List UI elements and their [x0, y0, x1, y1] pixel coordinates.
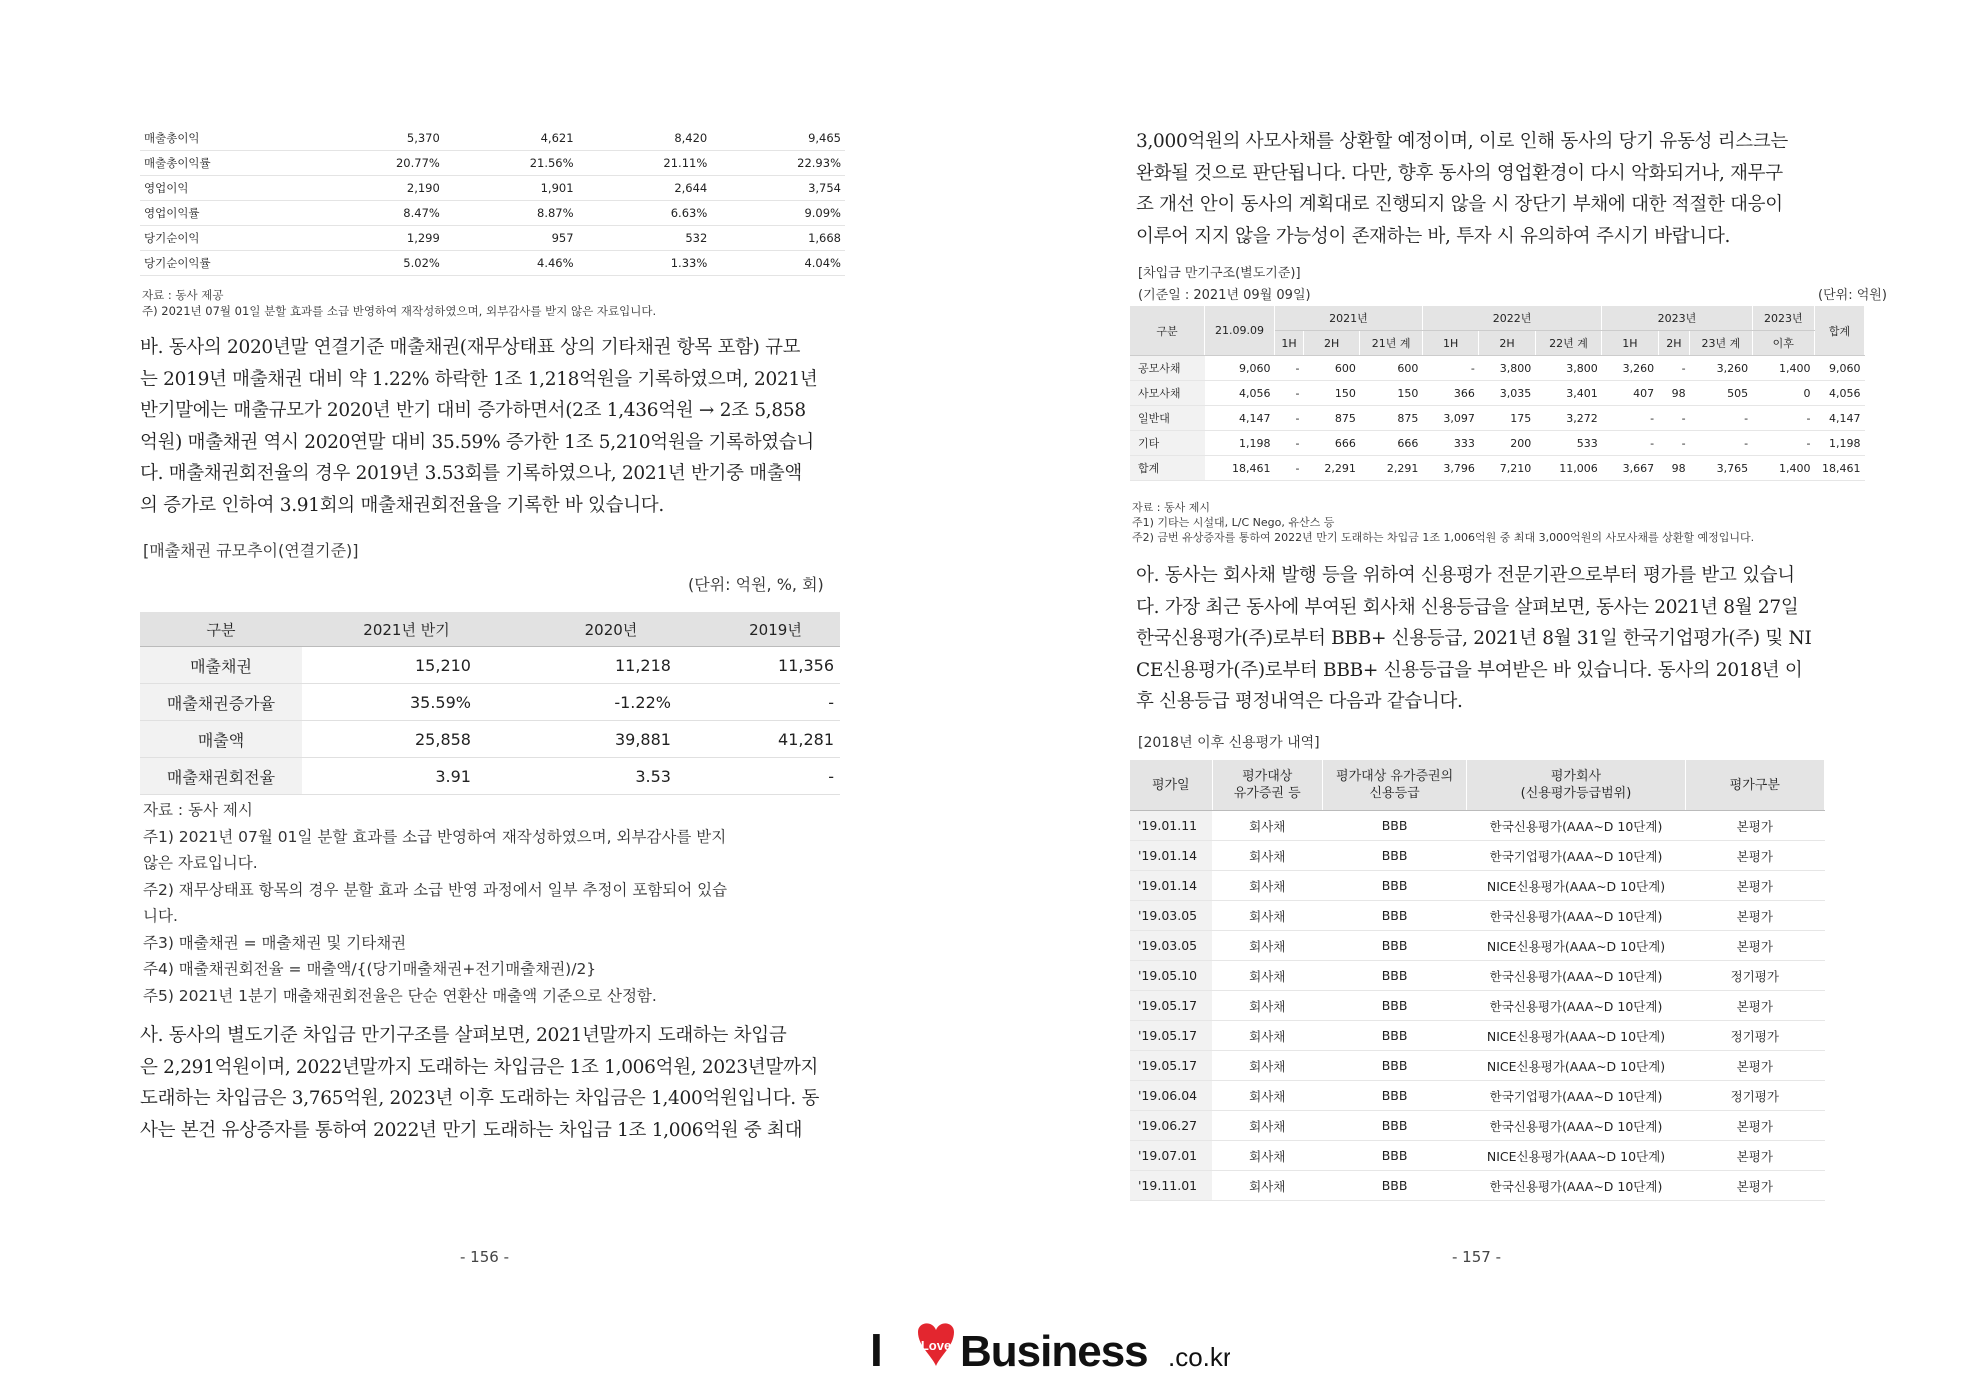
table-cell: 41,281	[711, 721, 840, 758]
table-cell: 9,465	[711, 126, 845, 151]
table-cell: 2,644	[578, 176, 712, 201]
table-cell: 한국신용평가(AAA~D 10단계)	[1467, 991, 1685, 1021]
table-row	[1130, 356, 1865, 381]
table-cell: 한국신용평가(AAA~D 10단계)	[1467, 961, 1685, 991]
table-cell: '19.07.01	[1130, 1141, 1212, 1171]
table-cell: 3.91	[302, 758, 511, 795]
table-row	[1130, 931, 1825, 961]
table-cell: 666	[1360, 431, 1423, 456]
table-cell: '19.05.17	[1130, 1021, 1212, 1051]
table-cell: 18,461	[1815, 456, 1865, 481]
column-header: 평가회사 (신용평가등급범위)	[1467, 760, 1685, 811]
table-row	[140, 201, 845, 226]
row-label: 영업이익률	[140, 201, 310, 226]
table-cell: '19.01.14	[1130, 871, 1212, 901]
table-cell: 3.53	[511, 758, 711, 795]
table-cell: 1,901	[444, 176, 578, 201]
table-row	[1130, 991, 1825, 1021]
table-row	[1130, 841, 1825, 871]
table-cell: BBB	[1322, 991, 1467, 1021]
table-cell: 875	[1360, 406, 1423, 431]
table-cell: 회사채	[1212, 1051, 1322, 1081]
table-cell: '19.03.05	[1130, 931, 1212, 961]
table-cell: 11,218	[511, 647, 711, 684]
table-cell: 한국기업평가(AAA~D 10단계)	[1467, 1081, 1685, 1111]
row-label: 매출채권회전율	[140, 758, 302, 795]
debt-unit: (단위: 억원)	[1818, 288, 1887, 303]
row-label: 사모사채	[1130, 381, 1205, 406]
table-cell: 회사채	[1212, 1081, 1322, 1111]
table-cell: 0	[1752, 381, 1814, 406]
table-cell: 3,097	[1422, 406, 1478, 431]
table-cell: 4,147	[1205, 406, 1275, 431]
table-cell: 666	[1303, 431, 1359, 456]
table-cell: 1.33%	[578, 251, 712, 276]
table-cell: BBB	[1322, 1081, 1467, 1111]
table-cell: BBB	[1322, 1111, 1467, 1141]
table-cell: -	[1275, 456, 1304, 481]
table-cell: 1,299	[310, 226, 444, 251]
table-cell: NICE신용평가(AAA~D 10단계)	[1467, 1141, 1685, 1171]
table-cell: 407	[1602, 381, 1658, 406]
table-cell: 정기평가	[1685, 1021, 1824, 1051]
credit-rating-table	[1130, 760, 1825, 1201]
income-table	[140, 126, 845, 276]
table-cell: -	[1658, 431, 1689, 456]
table-cell: BBB	[1322, 871, 1467, 901]
table-cell: 21.11%	[578, 151, 712, 176]
row-label: 당기순이익률	[140, 251, 310, 276]
table-cell: 1,198	[1815, 431, 1865, 456]
table-cell: 2,190	[310, 176, 444, 201]
table-cell: 25,858	[302, 721, 511, 758]
table-cell: BBB	[1322, 931, 1467, 961]
table-cell: -1.22%	[511, 684, 711, 721]
table-cell: '19.06.27	[1130, 1111, 1212, 1141]
recv-unit: (단위: 억원, %, 회)	[688, 575, 824, 594]
table-cell: 600	[1360, 356, 1423, 381]
column-header: 평가구분	[1685, 760, 1824, 811]
table-row	[140, 226, 845, 251]
recv-notes: 자료 : 동사 제시 주1) 2021년 07월 01일 분할 효과를 소급 반영하여 재작성하였으며, 외부감사를 받지 않은 자료입니다. 주2) 재무상태표 항목의 경우 분할 효과 소급 반영 과정에서 일부 추정이 포함되어 있습 니다. 주3) 매출채권 = 매출채권 및 기타채권 주4) 매출채권회전율 = 매출액/{(당기매출채권+전기매출채권)/2} 주5) 2021년 1분기 매출채권회전율은 단순 연환산 매출액 기준으로 산정함.	[143, 801, 728, 1005]
table-cell: 본평가	[1685, 1051, 1824, 1081]
table-cell: BBB	[1322, 1021, 1467, 1051]
table-cell: 본평가	[1685, 1171, 1824, 1201]
table-cell: 505	[1690, 381, 1753, 406]
table-cell: 3,800	[1535, 356, 1601, 381]
table-cell: 본평가	[1685, 991, 1824, 1021]
table-cell: 532	[578, 226, 712, 251]
table-cell: 366	[1422, 381, 1478, 406]
table-cell: 본평가	[1685, 1111, 1824, 1141]
table-cell: 2,291	[1360, 456, 1423, 481]
table-row	[140, 684, 840, 721]
table-row	[1130, 1171, 1825, 1201]
table-cell: 8.87%	[444, 201, 578, 226]
table-cell: 533	[1535, 431, 1601, 456]
table-cell: 3,035	[1479, 381, 1535, 406]
table-cell: 4.04%	[711, 251, 845, 276]
table-cell: '19.05.17	[1130, 991, 1212, 1021]
table-cell: 4,147	[1815, 406, 1865, 431]
table-cell: 15,210	[302, 647, 511, 684]
table-row	[1130, 961, 1825, 991]
table-cell: '19.01.14	[1130, 841, 1212, 871]
table-cell: 정기평가	[1685, 961, 1824, 991]
table-cell: 9,060	[1205, 356, 1275, 381]
row-label: 당기순이익	[140, 226, 310, 251]
table-cell: 875	[1303, 406, 1359, 431]
table-row	[140, 758, 840, 795]
table-cell: 정기평가	[1685, 1081, 1824, 1111]
rating-caption: [2018년 이후 신용평가 내역]	[1138, 735, 1320, 751]
table-cell: 2,291	[1303, 456, 1359, 481]
receivables-table: 구분 2021년 반기 2020년 2019년 매출채권 15,210 11,218 11,356 매출채권증가율 35.59% -1.22% - 매출액 25,858 39,881 41,281 매출채권회전율 3.91 3.53 -	[140, 612, 840, 795]
row-label: 기타	[1130, 431, 1205, 456]
table-cell: 9.09%	[711, 201, 845, 226]
table-cell: 35.59%	[302, 684, 511, 721]
table-cell: 3,401	[1535, 381, 1601, 406]
table-cell: -	[1275, 356, 1304, 381]
table-cell: 4,621	[444, 126, 578, 151]
table-cell: 본평가	[1685, 811, 1824, 841]
table-cell: -	[1690, 431, 1753, 456]
table-cell: 8.47%	[310, 201, 444, 226]
table-cell: 22.93%	[711, 151, 845, 176]
table-cell: 20.77%	[310, 151, 444, 176]
table-cell: 본평가	[1685, 871, 1824, 901]
table-cell: BBB	[1322, 961, 1467, 991]
table-cell: NICE신용평가(AAA~D 10단계)	[1467, 871, 1685, 901]
table-row	[1130, 1111, 1825, 1141]
table-cell: -	[1602, 406, 1658, 431]
table-row	[140, 721, 840, 758]
table-cell: 회사채	[1212, 811, 1322, 841]
table-cell: 11,006	[1535, 456, 1601, 481]
column-header: 평가대상 유가증권의 신용등급	[1322, 760, 1467, 811]
paragraph-sa: 사. 동사의 별도기준 차입금 만기구조를 살펴보면, 2021년말까지 도래하는 차입금 은 2,291억원이며, 2022년말까지 도래하는 차입금은 1조 1,006억원, 2023년말까지 도래하는 차입금은 3,765억원, 2023년 이후 도래하는 차입금은 1,400억원입니다. 동 사는 본건 유상증자를 통하여 2022년 만기 도래하는 차입금 1조 1,006억원 중 최대	[140, 1025, 820, 1141]
table-row	[140, 647, 840, 684]
table-cell: '19.11.01	[1130, 1171, 1212, 1201]
table-cell: '19.05.10	[1130, 961, 1212, 991]
table-cell: 200	[1479, 431, 1535, 456]
column-header: 평가대상 유가증권 등	[1212, 760, 1322, 811]
table-cell: 9,060	[1815, 356, 1865, 381]
table-cell: 본평가	[1685, 901, 1824, 931]
table-cell: -	[1658, 356, 1689, 381]
table-row	[1130, 431, 1865, 456]
table-cell: 3,667	[1602, 456, 1658, 481]
table-cell: BBB	[1322, 1171, 1467, 1201]
table-cell: '19.05.17	[1130, 1051, 1212, 1081]
left-page	[0, 0, 990, 1300]
table-cell: -	[711, 684, 840, 721]
table-cell: -	[1275, 431, 1304, 456]
row-label: 매출액	[140, 721, 302, 758]
table-cell: BBB	[1322, 1141, 1467, 1171]
table-cell: 3,796	[1422, 456, 1478, 481]
table-cell: -	[1275, 381, 1304, 406]
table-cell: 175	[1479, 406, 1535, 431]
i-love-business-logo	[870, 1318, 1230, 1378]
table-row	[1130, 871, 1825, 901]
table-cell: 3,260	[1690, 356, 1753, 381]
table-cell: 4,056	[1815, 381, 1865, 406]
table-row	[1130, 1051, 1825, 1081]
table-row	[140, 126, 845, 151]
paragraph-top: 3,000억원의 사모사채를 상환할 예정이며, 이로 인해 동사의 당기 유동성 리스크는 완화될 것으로 판단됩니다. 다만, 향후 동사의 영업환경이 다시 악화되거나, 재무구 조 개선 안이 동사의 계획대로 진행되지 않을 시 장단기 부채에 대한 적절한 대응이 이루어 지지 않을 가능성이 존재하는 바, 투자 시 유의하여 주시기 바랍니다.	[1136, 131, 1788, 247]
table-cell: 3,272	[1535, 406, 1601, 431]
table-cell: 본평가	[1685, 841, 1824, 871]
paragraph-a: 아. 동사는 회사채 발행 등을 위하여 신용평가 전문기관으로부터 평가를 받고 있습니 다. 가장 최근 동사에 부여된 회사채 신용등급을 살펴보면, 동사는 2021년 8월 27일 한국신용평가(주)로부터 BBB+ 신용등급, 2021년 8월 31일 한국기업평가(주) 및 NI CE신용평가(주)로부터 BBB+ 신용등급을 부여받은 바 있습니다. 동사의 2018년 이 후 신용등급 평정내역은 다음과 같습니다.	[1136, 565, 1812, 712]
table-row	[1130, 406, 1865, 431]
table-cell: 3,260	[1602, 356, 1658, 381]
table-cell: 1,198	[1205, 431, 1275, 456]
table-cell: 회사채	[1212, 1111, 1322, 1141]
table-cell: '19.03.05	[1130, 901, 1212, 931]
table-cell: 회사채	[1212, 1141, 1322, 1171]
debt-caption: [차입금 만기구조(별도기준)]	[1138, 266, 1301, 281]
table-cell: 6.63%	[578, 201, 712, 226]
table-cell: 21.56%	[444, 151, 578, 176]
logo-business: Business	[960, 1327, 1148, 1376]
table-cell: 957	[444, 226, 578, 251]
logo-love: Love	[920, 1338, 952, 1353]
table-row	[1130, 1081, 1825, 1111]
table-row	[1130, 1021, 1825, 1051]
table-row	[140, 151, 845, 176]
table-cell: 3,800	[1479, 356, 1535, 381]
table-cell: 7,210	[1479, 456, 1535, 481]
table-cell: 5,370	[310, 126, 444, 151]
table-cell: -	[1658, 406, 1689, 431]
table-cell: NICE신용평가(AAA~D 10단계)	[1467, 1051, 1685, 1081]
table-cell: '19.06.04	[1130, 1081, 1212, 1111]
table-cell: 한국신용평가(AAA~D 10단계)	[1467, 901, 1685, 931]
debt-maturity-table: 구분 21.09.09 2021년 2022년 2023년 2023년 합계 1H 2H 21년 계 1H 2H 22년 계 1H 2H 23년 계 이후 공모사채 9,060 - 600 600 - 3,800 3,800 3,260 - 3,260 1,400 9,060 사모사채 4,056 - 150 150 366 3,035 3,401 407 98 505 0 4,056 일반대 4,147 - 875 875 3,097 175 3,272 - - - - 4,147 기타 1,198 - 666 666 333 200 533 - - - - 1,198 합계 18,461 - 2,291 2,291 3,796 7,210 11,006 3,667 98 3,765 1,400 18,461	[1130, 306, 1865, 481]
row-label: 매출채권증가율	[140, 684, 302, 721]
table-cell: 5.02%	[310, 251, 444, 276]
table-cell: 11,356	[711, 647, 840, 684]
table-cell: -	[1422, 356, 1478, 381]
table-cell: 150	[1360, 381, 1423, 406]
table-row	[1130, 901, 1825, 931]
income-notes: 자료 : 동사 제공 주) 2021년 07월 01일 분할 효과를 소급 반영하여 재작성하였으며, 외부감사를 받지 않은 자료입니다.	[142, 288, 657, 318]
debt-notes: 자료 : 동사 제시 주1) 기타는 시설대, L/C Nego, 유산스 등 주2) 금번 유상증자를 통하여 2022년 만기 도래하는 차입금 1조 1,006억원 중 최대 3,000억원의 사모사채를 상환할 예정입니다.	[1132, 501, 1755, 544]
table-cell: 98	[1658, 456, 1689, 481]
right-page	[990, 0, 1980, 1300]
paragraph-ba: 바. 동사의 2020년말 연결기준 매출채권(재무상태표 상의 기타채권 항목 포함) 규모 는 2019년 매출채권 대비 약 1.22% 하락한 1조 1,218억원을 기록하였으며, 2021년 반기말에는 매출규모가 2020년 반기 대비 증가하면서(2조 1,436억원 → 2조 5,858 억원) 매출채권 역시 2020연말 대비 35.59% 증가한 1조 5,210억원을 기록하였습니 다. 매출채권회전율의 경우 2019년 3.53회를 기록하였으나, 2021년 반기중 매출액 의 증가로 인하여 3.91회의 매출채권회전율을 기록한 바 있습니다.	[140, 337, 818, 516]
page-number-left: - 156 -	[460, 1248, 509, 1266]
logo-i: I	[870, 1324, 883, 1376]
table-cell: BBB	[1322, 901, 1467, 931]
table-cell: 4,056	[1205, 381, 1275, 406]
table-cell: 98	[1658, 381, 1689, 406]
table-cell: 본평가	[1685, 931, 1824, 961]
table-cell: 1,400	[1752, 456, 1814, 481]
table-cell: BBB	[1322, 1051, 1467, 1081]
table-row	[140, 251, 845, 276]
table-cell: 한국신용평가(AAA~D 10단계)	[1467, 811, 1685, 841]
table-row	[1130, 456, 1865, 481]
table-cell: 회사채	[1212, 961, 1322, 991]
table-cell: BBB	[1322, 841, 1467, 871]
row-label: 매출채권	[140, 647, 302, 684]
recv-caption: [매출채권 규모추이(연결기준)]	[143, 541, 359, 560]
table-cell: 본평가	[1685, 1141, 1824, 1171]
table-cell: 한국기업평가(AAA~D 10단계)	[1467, 841, 1685, 871]
table-cell: 600	[1303, 356, 1359, 381]
table-row	[140, 176, 845, 201]
table-cell: 1,668	[711, 226, 845, 251]
table-cell: 18,461	[1205, 456, 1275, 481]
row-label: 합계	[1130, 456, 1205, 481]
table-cell: '19.01.11	[1130, 811, 1212, 841]
table-cell: -	[1752, 431, 1814, 456]
table-cell: 1,400	[1752, 356, 1814, 381]
table-cell: NICE신용평가(AAA~D 10단계)	[1467, 1021, 1685, 1051]
table-cell: 회사채	[1212, 1171, 1322, 1201]
table-cell: NICE신용평가(AAA~D 10단계)	[1467, 931, 1685, 961]
table-row	[1130, 1141, 1825, 1171]
row-label: 일반대	[1130, 406, 1205, 431]
table-cell: -	[1275, 406, 1304, 431]
table-cell: -	[1602, 431, 1658, 456]
table-cell: 회사채	[1212, 991, 1322, 1021]
column-header: 평가일	[1130, 760, 1212, 811]
logo-domain: .co.kr	[1168, 1342, 1230, 1372]
table-cell: -	[1752, 406, 1814, 431]
table-row	[1130, 811, 1825, 841]
table-cell: 3,754	[711, 176, 845, 201]
table-cell: 회사채	[1212, 1021, 1322, 1051]
page-number-right: - 157 -	[1452, 1248, 1501, 1266]
table-cell: 회사채	[1212, 871, 1322, 901]
row-label: 공모사채	[1130, 356, 1205, 381]
table-cell: 3,765	[1690, 456, 1753, 481]
table-cell: 150	[1303, 381, 1359, 406]
table-cell: 4.46%	[444, 251, 578, 276]
table-cell: 한국신용평가(AAA~D 10단계)	[1467, 1171, 1685, 1201]
row-label: 영업이익	[140, 176, 310, 201]
row-label: 매출총이익	[140, 126, 310, 151]
table-cell: 회사채	[1212, 931, 1322, 961]
table-cell: 333	[1422, 431, 1478, 456]
table-cell: 39,881	[511, 721, 711, 758]
table-row	[1130, 381, 1865, 406]
table-cell: 회사채	[1212, 841, 1322, 871]
table-cell: 한국신용평가(AAA~D 10단계)	[1467, 1111, 1685, 1141]
table-cell: -	[1690, 406, 1753, 431]
table-cell: 8,420	[578, 126, 712, 151]
table-cell: -	[711, 758, 840, 795]
debt-basis: (기준일 : 2021년 09월 09일)	[1138, 288, 1311, 303]
row-label: 매출총이익률	[140, 151, 310, 176]
table-cell: 회사채	[1212, 901, 1322, 931]
table-cell: BBB	[1322, 811, 1467, 841]
